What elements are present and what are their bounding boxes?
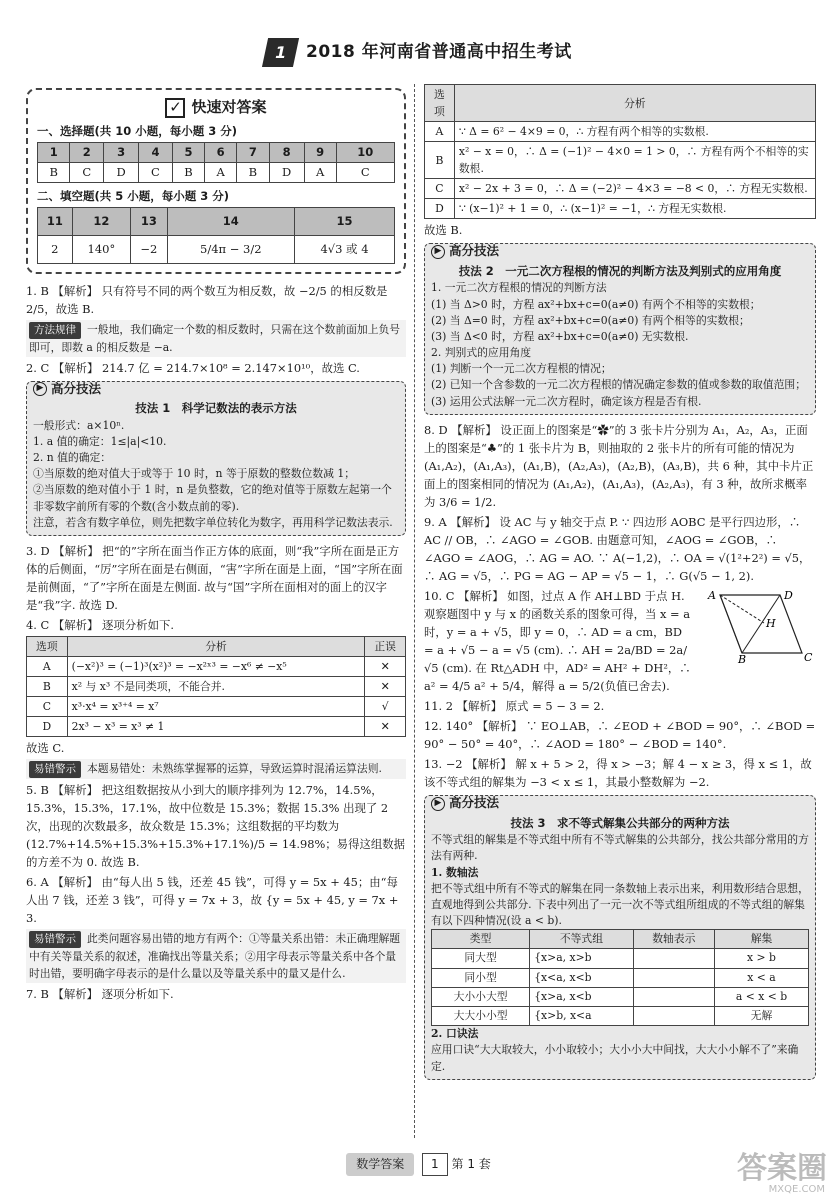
solution-6: 6. A 【解析】 由“每人出 5 钱，还差 45 钱”，可得 y = 5x + 45；由“每人出 7 钱，还差 3 钱”，可得 y = 7x + 3，故 {y = 5x + 45, y = 7x + 3. (26, 874, 399, 925)
page-number: 1 (422, 1153, 448, 1176)
skill-line: 2. n 值的确定： (33, 451, 112, 465)
solution-7: 7. B 【解析】 逐项分析如下. (26, 986, 174, 1001)
play-icon: ▶ (33, 382, 47, 396)
table-row (27, 697, 406, 717)
solution-5: 5. B 【解析】 把这组数据按从小到大的顺序排列为 12.7%，14.5%，15.3%，15.3%，17.1%，故中位数是 15.3%；数据 15.3% 出现了 2 次，出现的次数最多，故众数是 15.3%；这组数据的平均数为 (12.7%+14.5%+15.3%+15.3%+17.1%)/5 = 14.98%；易得这组数据的方差不为 0. 故选 B. (26, 782, 406, 869)
label-H: H (766, 616, 776, 630)
table-cell: 7 (237, 142, 269, 162)
paper-number-badge: 1 (262, 38, 299, 67)
solution-13: 13. −2 【解析】 解 x + 5 > 2，得 x > −3；解 4 − x ≥ 3，得 x ≤ 1，故该不等式组的解集为 −3 < x ≤ 1，其最小整数解为 −2. (424, 757, 812, 790)
skill-box-2 (424, 243, 816, 415)
table-cell: B (237, 162, 269, 182)
watermark-url: MXQE.COM (768, 1184, 825, 1196)
label-C: C (804, 650, 813, 663)
skill-line: (2) 当 Δ=0 时，方程 ax²+bx+c=0(a≠0) 有两个相等的实数根； (431, 313, 750, 327)
table-cell: 11 (38, 208, 73, 236)
method-2-heading: 2. 口诀法 (431, 1027, 479, 1041)
table-row (27, 677, 406, 697)
table-cell: x² − 2x + 3 = 0，∴ Δ = (−2)² − 4×3 = −8 < 0，∴ 方程无实数根. (454, 179, 815, 199)
label-A: A (708, 588, 716, 602)
table-cell: 1 (38, 142, 70, 162)
table-cell: −2 (131, 236, 168, 264)
play-icon: ▶ (431, 245, 445, 259)
table-cell: x > b (715, 949, 809, 968)
tip-tag: 易错警示 (29, 931, 81, 948)
table-row (432, 987, 809, 1006)
table-cell: ∵ (x−1)² + 1 = 0，∴ (x−1)² = −1，∴ 方程无实数根. (454, 199, 815, 219)
label-B: B (738, 652, 747, 663)
table-cell: B (172, 162, 204, 182)
table-cell: 5/4π − 3/2 (167, 236, 294, 264)
skill-head: ▶ 高分技法 (431, 794, 809, 813)
solution-7-end: 故选 B. (424, 223, 463, 238)
footer-label: 数学答案 (346, 1153, 414, 1176)
table-cell: 3 (104, 142, 139, 162)
solution-1: 1. B 【解析】 只有符号不同的两个数互为相反数，故 −2/5 的相反数是 2/5，故选 B. (26, 284, 388, 317)
diagonal-bd (720, 595, 742, 653)
solution-9: 9. A 【解析】 设 AC 与 y 轴交于点 P. ∵ 四边形 AOBC 是平行四边形，∴ AC // OB，∴ ∠AGO = ∠GOB. 由题意可知，∠AOG = ∠GOB，∴ ∠AGO = ∠AOG，∴ AG = AO. ∵ A(−1,2)，∴ OA = √(1²+2²) = √5，∴ AG = √5，∴ PG = AG − AP = √5 − 1，∴ G(√5 − 1, 2). (424, 514, 811, 583)
solution-12: 12. 140° 【解析】 ∵ EO⊥AB，∴ ∠EOD + ∠BOD = 90°，∴ ∠BOD = 90° − 50° = 40°，∴ ∠AOD = 180° − ∠BOD = 140°. (424, 719, 816, 752)
table-cell: C (425, 179, 455, 199)
suite-number: 第 1 套 (451, 1157, 491, 1172)
skill-line: (2) 已知一个含参数的一元二次方程根的情况确定参数的值或参数的取值范围； (431, 378, 807, 392)
table-cell: B (38, 162, 70, 182)
table-cell: (−x²)³ = (−1)³(x²)³ = −x²ˣ³ = −x⁶ ≠ −x⁵ (67, 657, 365, 677)
skill-line: 1. 一元二次方程根的情况的判断方法 (431, 281, 607, 295)
table-cell: 6 (205, 142, 237, 162)
page-header (0, 38, 837, 74)
table-cell: C (70, 162, 104, 182)
skill-title: 技法 3 求不等式解集公共部分的两种方法 (510, 815, 730, 830)
table-cell: 8 (269, 142, 304, 162)
skill-head: ▶ 高分技法 (431, 242, 809, 261)
table-cell: 9 (304, 142, 336, 162)
column-divider (414, 84, 415, 1138)
tip-tag: 易错警示 (29, 761, 81, 778)
table-cell: 12 (72, 208, 130, 236)
table-cell: 同小型 (432, 968, 530, 987)
parallelogram-figure (698, 587, 816, 663)
analysis-table-7 (424, 84, 816, 219)
table-cell: 不等式组 (530, 930, 633, 949)
table-row (425, 122, 816, 142)
table-cell: ✕ (365, 657, 406, 677)
table-cell: B (27, 677, 68, 697)
skill-intro: 不等式组的解集是不等式组中所有不等式解集的公共部分，找公共部分常用的方法有两种. (431, 833, 809, 863)
table-cell: C (27, 697, 68, 717)
table-cell: {x>a, x<b (530, 987, 633, 1006)
skill-line: 1. a 值的确定：1≤|a|<10. (33, 434, 167, 448)
table-row (425, 199, 816, 219)
table-cell: x³·x⁴ = x³⁺⁴ = x⁷ (67, 697, 365, 717)
table-cell (633, 968, 714, 987)
skill-line: (1) 判断一个一元二次方程根的情况； (431, 362, 612, 376)
table-cell: {x>a, x>b (530, 949, 633, 968)
table-cell: A (304, 162, 336, 182)
table-cell: D (425, 199, 455, 219)
table-row (432, 949, 809, 968)
table-cell: B (425, 142, 455, 179)
table-row (425, 179, 816, 199)
skill-head: ▶ 高分技法 (33, 380, 399, 399)
table-cell: x² 与 x³ 不是同类项，不能合并. (67, 677, 365, 697)
table-cell: 选项 (27, 637, 68, 657)
table-cell (633, 949, 714, 968)
skill-line: (1) 当 Δ>0 时，方程 ax²+bx+c=0(a≠0) 有两个不相等的实数根； (431, 297, 761, 311)
error-warning-2: 易错警示 此类问题容易出错的地方有两个：①等量关系出错：未正确理解题中有关等量关系的叙述，准确找出等量关系；②用字母表示等量关系中各个量时出错，要明确字母表示的是什么量以及等量关系中的量又是什么. (26, 929, 406, 983)
tip-tag: 方法规律 (29, 322, 81, 339)
table-cell: 大大小小型 (432, 1007, 530, 1026)
table-cell: 同大型 (432, 949, 530, 968)
left-column (26, 84, 406, 1138)
table-cell: 14 (167, 208, 294, 236)
table-cell: x < a (715, 968, 809, 987)
analysis-table-4 (26, 636, 406, 737)
table-cell: D (104, 162, 139, 182)
table-cell: 10 (336, 142, 394, 162)
table-cell: D (27, 717, 68, 737)
table-cell: ∵ Δ = 6² − 4×9 = 0，∴ 方程有两个相等的实数根. (454, 122, 815, 142)
inequality-table (431, 929, 809, 1026)
table-cell: 解集 (715, 930, 809, 949)
method-1-heading: 1. 数轴法 (431, 865, 479, 879)
table-cell: A (425, 122, 455, 142)
label-D: D (784, 588, 793, 602)
table-cell: 15 (294, 208, 394, 236)
table-cell: ✕ (365, 717, 406, 737)
check-icon: ✓ (165, 98, 185, 118)
table-cell: 大小小大型 (432, 987, 530, 1006)
solution-10: A D H B C 10. C 【解析】 如图，过点 A 作 AH⊥BD 于点 H. 观察题图中 y 与 x 的函数关系的图象可得，当 x = a 时，y = a + √5，即 y = 0，∴ AD = a cm，BD = a + √5 − a = √5 (cm). ∴ AH = 2a/BD = 2a/√5 (cm). 在 Rt△ADH 中，AD² = AH² + DH²，∴ a² = 4/5 a² + 5/4，解得 a = 5/2(负值已舍去). (424, 587, 816, 695)
table-row (425, 142, 816, 179)
table-cell (633, 987, 714, 1006)
table-cell: D (269, 162, 304, 182)
table-cell: 数轴表示 (633, 930, 714, 949)
solution-2: 2. C 【解析】 214.7 亿 = 214.7×10⁸ = 2.147×10¹⁰，故选 C. (26, 360, 360, 375)
fill-answer-table (37, 207, 395, 264)
table-cell: 正误 (365, 637, 406, 657)
solution-8: 8. D 【解析】 设正面上的图案是“✿”的 3 张卡片分别为 A₁，A₂，A₃，正面上的图案是“♣”的 1 张卡片为 B，则抽取的 2 张卡片的所有可能的情况为 (A₁,A₂)，(A₁,A₃)，(A₁,B)，(A₂,A₃)，(A₂,B)，(A₃,B)，共 6 种，其中卡片正面上的图案相同的情况为 (A₁,A₂)，(A₁,A₃)，(A₂,A₃)，有 3 种，故所求概率为 3/6 = 1/2. (424, 422, 814, 509)
skill-line: ②当原数的绝对值小于 1 时，n 是负整数，它的绝对值等于原数左起第一个非零数字前所有零的个数(含小数点前的零). (33, 483, 392, 513)
skill-line: ①当原数的绝对值大于或等于 10 时，n 等于原数的整数位数减 1； (33, 467, 356, 481)
table-cell: ✕ (365, 677, 406, 697)
mc-answer-table (37, 142, 395, 183)
quick-answer-box (26, 88, 406, 274)
skill-box-1 (26, 381, 406, 536)
skill-title: 技法 1 科学记数法的表示方法 (135, 401, 297, 416)
table-cell: {x>b, x<a (530, 1007, 633, 1026)
skill-box-3 (424, 795, 816, 1080)
table-cell: 13 (131, 208, 168, 236)
watermark-logo: 答案圈 (737, 1150, 827, 1186)
table-cell: 5 (172, 142, 204, 162)
table-cell: 4 (139, 142, 173, 162)
skill-lines (33, 418, 399, 531)
table-cell: √ (365, 697, 406, 717)
skill-line: 2. 判别式的应用角度 (431, 346, 532, 360)
skill-lines (431, 280, 809, 410)
skill-line: 注意，若含有数字单位，则先把数字单位转化为数字，再用科学记数法表示. (33, 515, 393, 529)
solution-4: 4. C 【解析】 逐项分析如下. (26, 618, 174, 633)
table-cell: A (205, 162, 237, 182)
method-tip: 方法规律 一般地，我们确定一个数的相反数时，只需在这个数前面加上负号即可，即数 a 的相反数是 −a. (26, 320, 406, 357)
table-cell: 选项 (425, 85, 455, 122)
table-cell: C (336, 162, 394, 182)
table-cell: A (27, 657, 68, 677)
page-footer (0, 1153, 837, 1176)
table-cell: 2 (38, 236, 73, 264)
play-icon: ▶ (431, 797, 445, 811)
page-title: 2018 年河南省普通高中招生考试 (306, 42, 572, 63)
table-row (432, 968, 809, 987)
table-cell: 分析 (454, 85, 815, 122)
method-2-text: 应用口诀“大大取较大，小小取较小；大小小大中间找，大大小小解不了”来确定. (431, 1043, 799, 1073)
right-column (424, 84, 816, 1138)
table-cell: a < x < b (715, 987, 809, 1006)
table-cell: {x<a, x<b (530, 968, 633, 987)
table-cell: 140° (72, 236, 130, 264)
table-cell: 无解 (715, 1007, 809, 1026)
table-cell: 2x³ − x³ = x³ ≠ 1 (67, 717, 365, 737)
table-row (27, 657, 406, 677)
table-cell: 分析 (67, 637, 365, 657)
skill-line: 一般形式：a×10ⁿ. (33, 418, 125, 432)
fill-heading: 二、填空题(共 5 小题，每小题 3 分) (37, 188, 230, 203)
skill-line: (3) 运用公式法解一元二次方程时，确定该方程是否有根. (431, 394, 702, 408)
table-row (432, 1007, 809, 1026)
table-cell: 4√3 或 4 (294, 236, 394, 264)
quick-answer-title: ✓ 快速对答案 (37, 96, 395, 120)
table-row (27, 717, 406, 737)
skill-title: 技法 2 一元二次方程根的情况的判断方法及判别式的应用角度 (458, 264, 782, 279)
table-cell: 类型 (432, 930, 530, 949)
solution-3: 3. D 【解析】 把“的”字所在面当作正方体的底面，则“我”字所在面是正方体的后侧面，“厉”字所在面是右侧面，“害”字所在面是上面，“国”字所在面是前侧面，“了”字所在面是左侧面. 故与“国”字所在面相对的面上的汉字是“我”字. 故选 D. (26, 543, 403, 613)
skill-line: (3) 当 Δ<0 时，方程 ax²+bx+c=0(a≠0) 无实数根. (431, 329, 689, 343)
table-cell: x² − x = 0，∴ Δ = (−1)² − 4×0 = 1 > 0，∴ 方程有两个不相等的实数根. (454, 142, 815, 179)
solution-11: 11. 2 【解析】 原式 = 5 − 3 = 2. (424, 699, 605, 714)
table-cell: C (139, 162, 173, 182)
mc-heading: 一、选择题(共 10 小题，每小题 3 分) (37, 123, 238, 138)
table-cell (633, 1007, 714, 1026)
method-1-text: 把不等式组中所有不等式的解集在同一条数轴上表示出来，利用数形结合思想，直观地得到公共部分. 下表中列出了一元一次不等式组所组成的不等式组的解集有以下四种情况(设 a < b). (431, 881, 809, 928)
error-warning-1: 易错警示 本题易错处：未熟练掌握幂的运算，导致运算时混淆运算法则. (26, 759, 406, 779)
height-ah (720, 595, 764, 623)
solution-4-end: 故选 C. (26, 741, 65, 756)
table-cell: 2 (70, 142, 104, 162)
